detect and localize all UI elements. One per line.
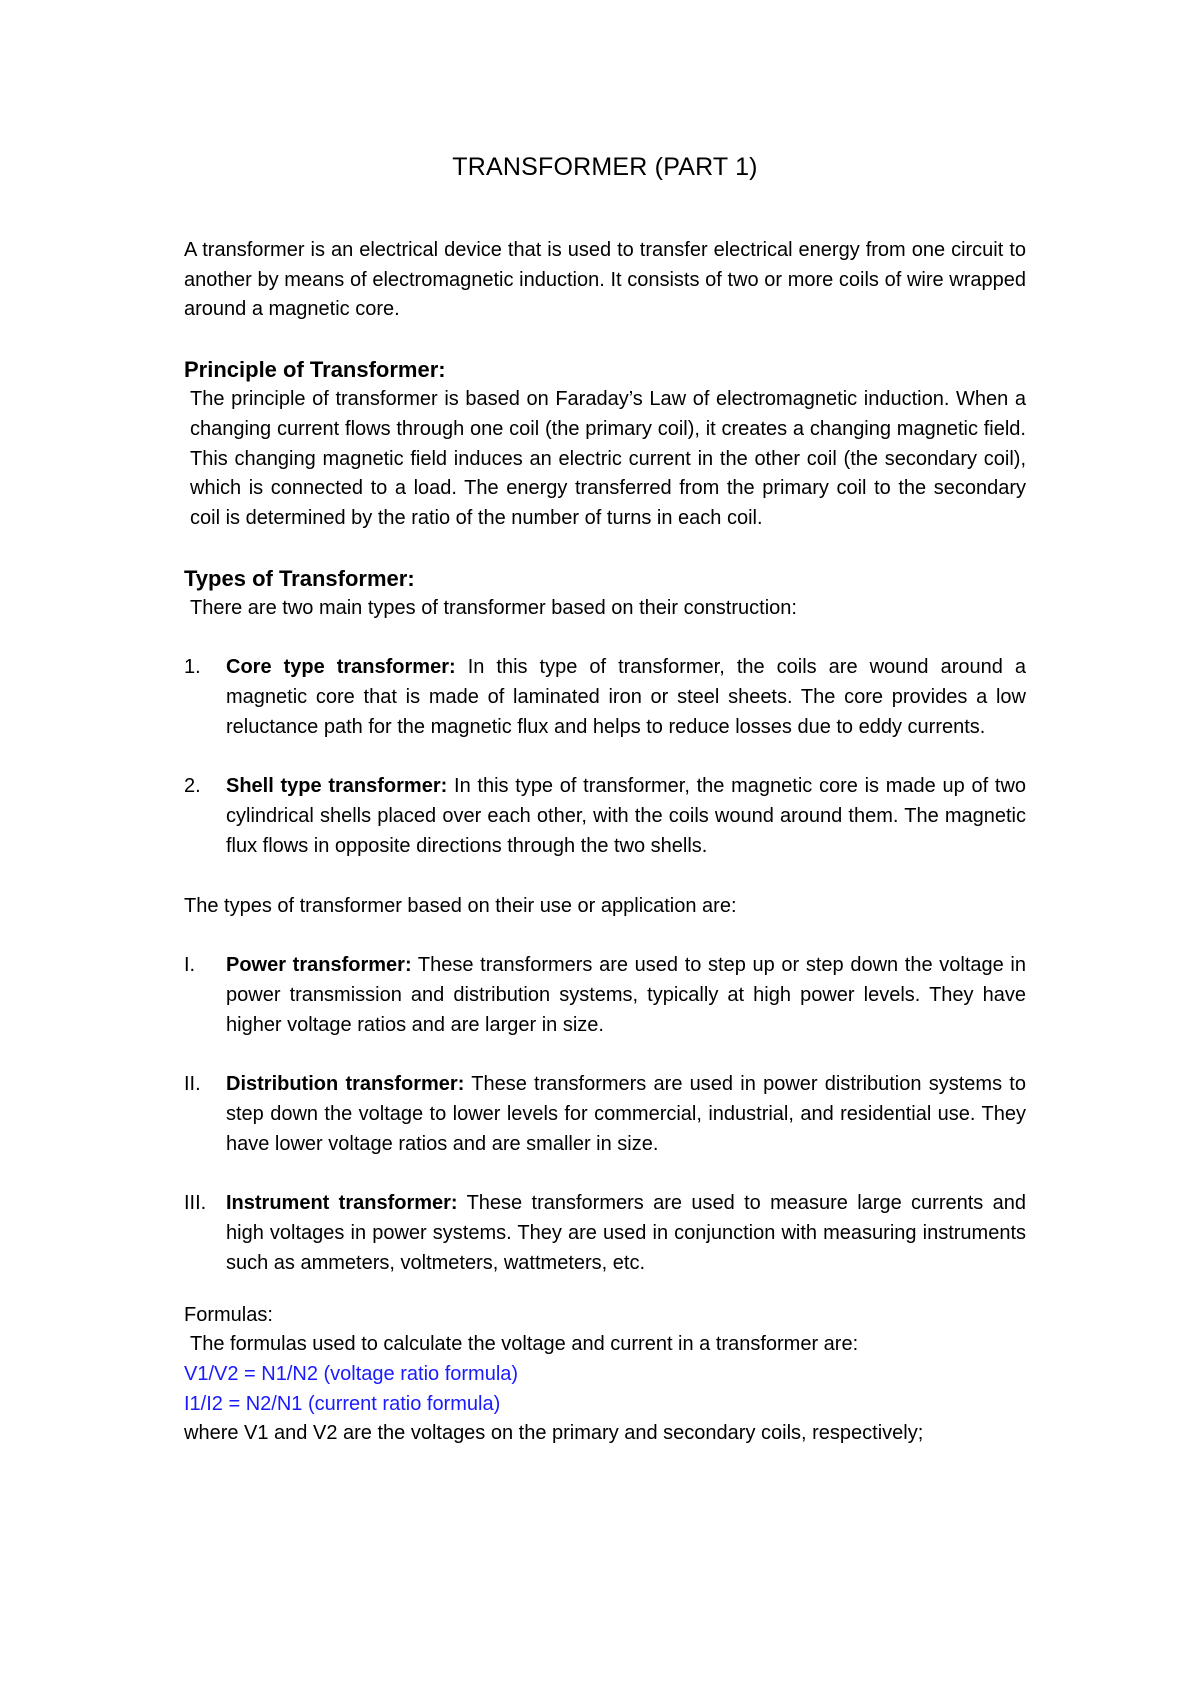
list-item-term: Power transformer:: [226, 954, 412, 977]
types-intro: There are two main types of transformer based on their construction:: [190, 596, 797, 619]
list-marker: I.: [184, 954, 196, 977]
types-heading: Types of Transformer:: [184, 565, 415, 591]
list-item-body: [226, 653, 1026, 742]
list-item-term: Instrument transformer:: [226, 1192, 458, 1215]
principle-heading: Principle of Transformer:: [184, 357, 446, 383]
list-item: [184, 1070, 1026, 1159]
formulas-intro: The formulas used to calculate the voltage and current in a transformer are:: [190, 1333, 859, 1356]
list-item-body: [226, 951, 1026, 1040]
list-item-text: In this type of transformer, the coils are wound around a magnetic core that is made of laminated iron or steel sheets. The core provides a low reluctance path for the magnetic flux and helps to reduce losses due to eddy currents.: [226, 656, 1027, 738]
list-item: [184, 772, 1026, 861]
application-intro: The types of transformer based on their use or application are:: [184, 894, 737, 917]
voltage-ratio-formula: V1/V2 = N1/N2 (voltage ratio formula): [184, 1362, 519, 1385]
list-item-text: These transformers are used in power distribution systems to step down the voltage to lower levels for commercial, industrial, and residential use. They have lower voltage ratios and are smaller in size.: [226, 1073, 1026, 1155]
principle-paragraph: The principle of transformer is based on Faraday’s Law of electromagnetic induction. When a changing current flows through one coil (the primary coil), it creates a changing magnetic field. This changing magnetic field induces an electric current in the other coil (the secondary coil), which is connected to a load. The energy transferred from the primary coil to the secondary coil is determined by the ratio of the number of turns in each coil.: [190, 388, 1026, 529]
current-ratio-formula: I1/I2 = N2/N1 (current ratio formula): [184, 1392, 501, 1415]
list-item-term: Shell type transformer:: [226, 775, 448, 798]
list-item-body: [226, 772, 1026, 861]
list-item-body: [226, 1189, 1026, 1278]
list-item: [184, 1189, 1026, 1278]
construction-types-list: [184, 653, 1026, 861]
list-marker: 1.: [184, 656, 201, 679]
intro-paragraph: A transformer is an electrical device that is used to transfer electrical energy from one circuit to another by means of electromagnetic induction. It consists of two or more coils of wire wrapped around a magnetic core.: [184, 239, 1026, 321]
list-marker: II.: [184, 1073, 201, 1096]
list-item-text: These transformers are used to measure large currents and high voltages in power systems. They are used in conjunction with measuring instruments such as ammeters, voltmeters, wattmeters, etc.: [226, 1192, 1027, 1274]
list-item-term: Core type transformer:: [226, 656, 456, 679]
list-item-text: In this type of transformer, the magnetic core is made up of two cylindrical shells placed over each other, with the coils wound around them. The magnetic flux flows in opposite directions through the two shells.: [226, 775, 1027, 857]
list-item-body: [226, 1070, 1026, 1159]
document-title: TRANSFORMER (PART 1): [452, 153, 758, 181]
formulas-note: where V1 and V2 are the voltages on the primary and secondary coils, respectively;: [184, 1422, 924, 1445]
document-page: [184, 150, 1026, 1449]
list-item: [184, 951, 1026, 1040]
list-item-text: These transformers are used to step up or step down the voltage in power transmission and distribution systems, typically at high power levels. They have higher voltage ratios and are larger in size.: [226, 954, 1026, 1036]
list-item-term: Distribution transformer:: [226, 1073, 465, 1096]
list-marker: III.: [184, 1192, 207, 1215]
list-marker: 2.: [184, 775, 201, 798]
application-types-list: [184, 951, 1026, 1278]
list-item: [184, 653, 1026, 742]
formulas-heading: Formulas:: [184, 1303, 273, 1326]
